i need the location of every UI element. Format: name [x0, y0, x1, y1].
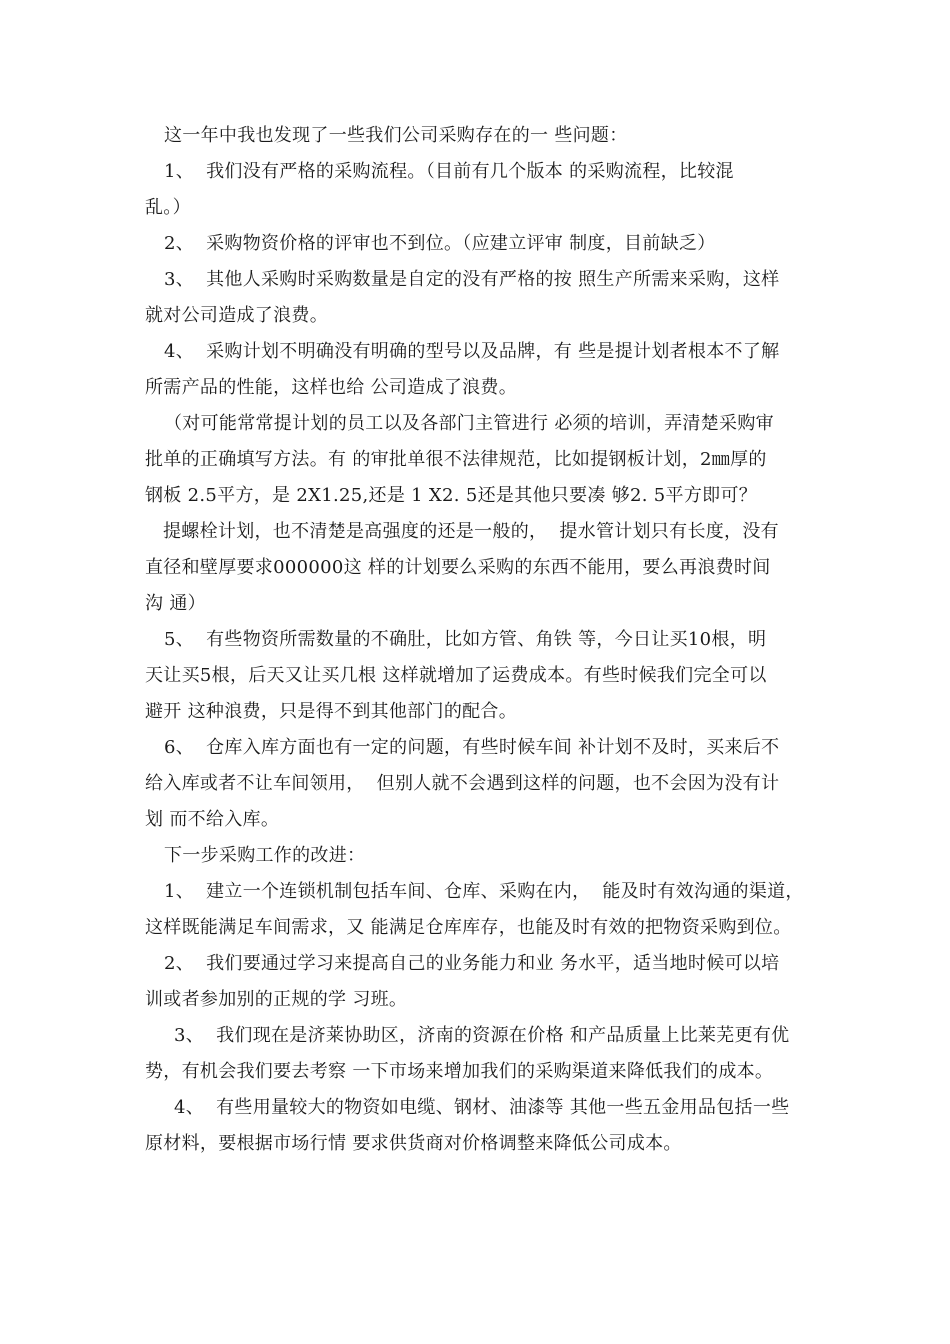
text-line: 5、 有些物资所需数量的不确肚，比如方管、角铁 等，今日让买10根，明	[164, 629, 767, 650]
text-line: 2、 我们要通过学习来提高自己的业务能力和业 务水平，适当地时候可以培	[164, 953, 780, 974]
text-line: 4、 有些用量较大的物资如电缆、钢材、油漆等 其他一些五金用品包括一些	[174, 1097, 790, 1118]
text-line: 所需产品的性能，这样也给 公司造成了浪费。	[145, 377, 518, 398]
text-line: 这一年中我也发现了一些我们公司采购存在的一 些问题：	[164, 125, 628, 146]
text-line: 2、 采购物资价格的评审也不到位。（应建立评审 制度，目前缺乏）	[164, 233, 716, 254]
text-line: 钢板 2.5平方，是 2X1.25,还是 1 X2. 5还是其他只要凑 够2. 5平方即可？	[145, 485, 758, 506]
text-line: 天让买5根，后天又让买几根 这样就增加了运费成本。有些时候我们完全可以	[145, 665, 767, 686]
text-line: 3、 我们现在是济莱协助区，济南的资源在价格 和产品质量上比莱芜更有优	[174, 1025, 790, 1046]
text-line: 批单的正确填写方法。有 的审批单很不法律规范，比如提钢板计划，2㎜厚的	[145, 449, 767, 470]
text-line: 这样既能满足车间需求，又 能满足仓库库存，也能及时有效的把物资采购到位。	[145, 917, 792, 938]
text-line: 1、 建立一个连锁机制包括车间、仓库、采购在内， 能及时有效沟通的渠道，	[164, 881, 804, 902]
text-line: 势，有机会我们要去考察 一下市场来增加我们的采购渠道来降低我们的成本。	[145, 1061, 774, 1082]
text-line: 4、 采购计划不明确没有明确的型号以及品牌，有 些是提计划者根本不了解	[164, 341, 780, 362]
text-line: 给入库或者不让车间领用， 但别人就不会遇到这样的问题，也不会因为没有计	[145, 773, 780, 794]
text-line: 直径和壁厚要求000000这 样的计划要么采购的东西不能用，要么再浪费时间	[145, 557, 771, 578]
text-line: 就对公司造成了浪费。	[145, 305, 328, 326]
text-line: 下一步采购工作的改进：	[164, 845, 366, 866]
text-line: 提螺栓计划，也不清楚是高强度的还是一般的， 提水管计划只有长度，没有	[163, 521, 779, 542]
text-line: 划 而不给入库。	[145, 809, 280, 830]
text-line: 1、 我们没有严格的采购流程。（目前有几个版本 的采购流程，比较混	[164, 161, 734, 182]
text-line: 6、 仓库入库方面也有一定的问题，有些时候车间 补计划不及时，买来后不	[164, 737, 780, 758]
text-line: 原材料，要根据市场行情 要求供货商对价格调整来降低公司成本。	[145, 1133, 682, 1154]
text-line: 沟 通）	[145, 593, 206, 614]
text-line: 训或者参加别的正规的学 习班。	[145, 989, 408, 1010]
text-line: （对可能常常提计划的员工以及各部门主管进行 必须的培训，弄清楚采购审	[164, 413, 774, 434]
text-line: 避开 这种浪费，只是得不到其他部门的配合。	[145, 701, 518, 722]
text-line: 乱。）	[145, 197, 191, 218]
text-line: 3、 其他人采购时采购数量是自定的没有严格的按 照生产所需来采购，这样	[164, 269, 780, 290]
